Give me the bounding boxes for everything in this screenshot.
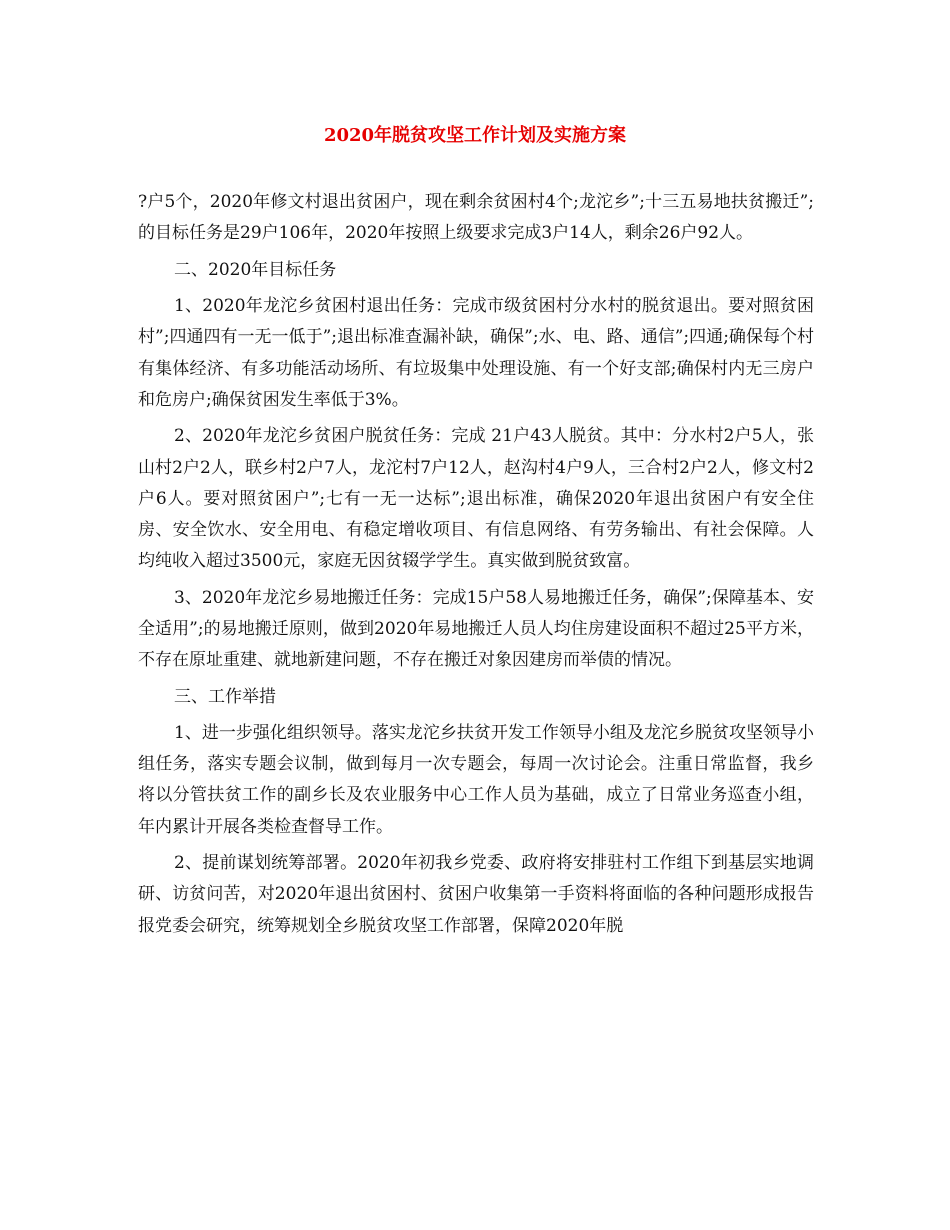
paragraph-organization-leadership: 1、进一步强化组织领导。落实龙沱乡扶贫开发工作领导小组及龙沱乡脱贫攻坚领导小组任务，落实专题会议制，做到每月一次专题会，每周一次讨论会。注重日常监督，我乡将以分管扶贫工作的副乡长及农业服务中心工作人员为基础，成立了日常业务巡查小组，年内累计开展各类检查督导工作。 bbox=[138, 723, 814, 837]
paragraph-advance-planning: 2、提前谋划统筹部署。2020年初我乡党委、政府将安排驻村工作组下到基层实地调研、访贫问苦，对2020年退出贫困村、贫困户收集第一手资料将面临的各种问题形成报告报党委会研究，统筹规划全乡脱贫攻坚工作部署，保障2020年脱 bbox=[138, 853, 814, 936]
paragraph-household-task: 2、2020年龙沱乡贫困户脱贫任务：完成 21户43人脱贫。其中：分水村2户5人，张山村2户2人，联乡村2户7人，龙沱村7户12人，赵沟村4户9人，三合村2户2人，修文村2户6人。要对照贫困户”;七有一无一达标”;退出标准，确保2020年退出贫困户有安全住房、安全饮水、安全用电、有稳定增收项目、有信息网络、有劳务输出、有社会保障。人均纯收入超过3500元，家庭无因贫辍学学生。真实做到脱贫致富。 bbox=[138, 426, 814, 572]
paragraph-village-exit-task: 1、2020年龙沱乡贫困村退出任务：完成市级贫困村分水村的脱贫退出。要对照贫困村”;四通四有一无一低于”;退出标准查漏补缺，确保”;水、电、路、通信”;四通;确保每个村有集体经济、有多功能活动场所、有垃圾集中处理设施、有一个好支部;确保村内无三房户和危房户;确保贫困发生率低于3%。 bbox=[138, 296, 814, 410]
document-title: 2020年脱贫攻坚工作计划及实施方案 bbox=[323, 125, 627, 146]
document-body bbox=[138, 187, 814, 947]
paragraph-continuation: ?户5个，2020年修文村退出贫困户，现在剩余贫困村4个;龙沱乡”;十三五易地扶贫搬迁”;的目标任务是29户106年，2020年按照上级要求完成3户14人，剩余26户92人。 bbox=[138, 192, 814, 244]
section-heading-measures: 三、工作举措 bbox=[174, 686, 276, 707]
paragraph-relocation-task: 3、2020年龙沱乡易地搬迁任务：完成15户58人易地搬迁任务，确保”;保障基本、安全适用”;的易地搬迁原则，做到2020年易地搬迁人员人均住房建设面积不超过25平方米，不存在原址重建、就地新建问题，不存在搬迁对象因建房而举债的情况。 bbox=[138, 587, 814, 671]
section-heading-targets: 二、2020年目标任务 bbox=[174, 259, 337, 280]
